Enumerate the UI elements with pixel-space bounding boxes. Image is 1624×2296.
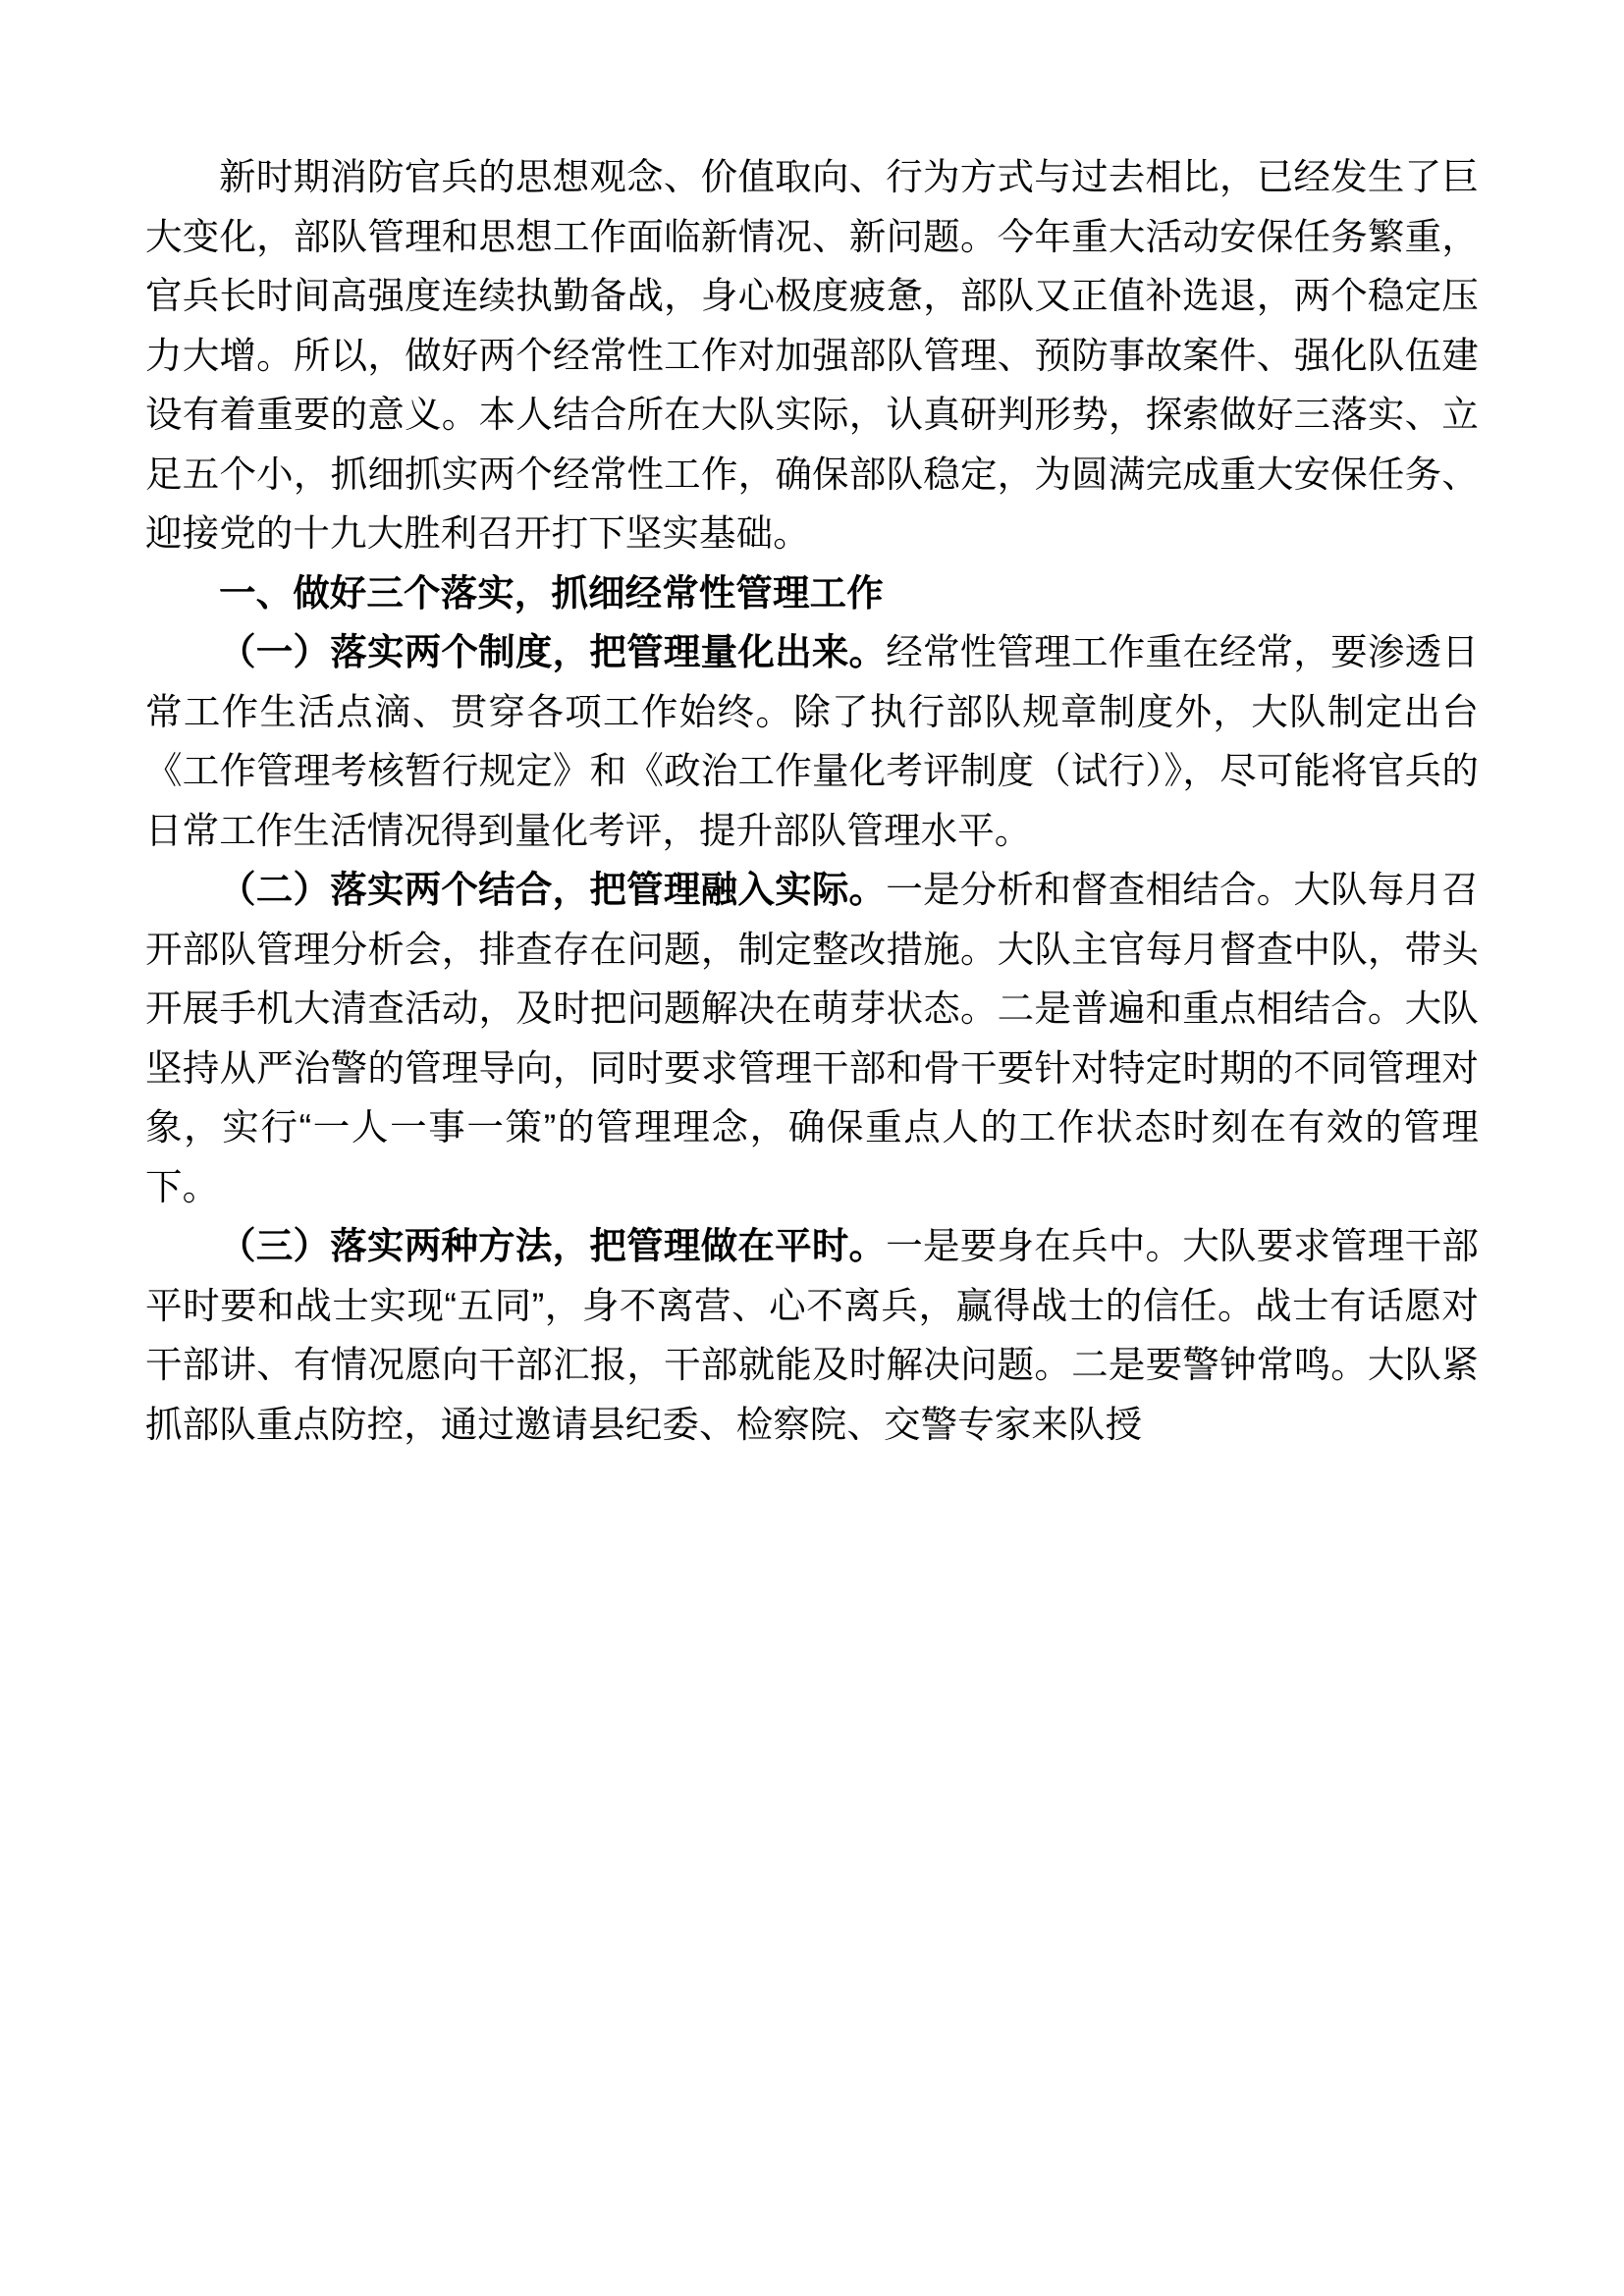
subsection-3	[145, 1216, 1479, 1454]
subsection-1-body: 经常性管理工作重在经常，要渗透日常工作生活点滴、贯穿各项工作始终。除了执行部队规章制度外，大队制定出台《工作管理考核暂行规定》和《政治工作量化考评制度（试行）》，尽可能将官兵的日常工作生活情况得到量化考评，提升部队管理水平。	[145, 631, 1479, 851]
subsection-2-body: 一是分析和督查相结合。大队每月召开部队管理分析会，排查存在问题，制定整改措施。大队主官每月督查中队，带头开展手机大清查活动，及时把问题解决在萌芽状态。二是普遍和重点相结合。大队坚持从严治警的管理导向，同时要求管理干部和骨干要针对特定时期的不同管理对象，实行“一人一事一策”的管理理念，确保重点人的工作状态时刻在有效的管理下。	[145, 869, 1479, 1207]
intro-paragraph: 新时期消防官兵的思想观念、价值取向、行为方式与过去相比，已经发生了巨大变化，部队管理和思想工作面临新情况、新问题。今年重大活动安保任务繁重，官兵长时间高强度连续执勤备战，身心极度疲惫，部队又正值补选退，两个稳定压力大增。所以，做好两个经常性工作对加强部队管理、预防事故案件、强化队伍建设有着重要的意义。本人结合所在大队实际，认真研判形势，探索做好三落实、立足五个小，抓细抓实两个经常性工作，确保部队稳定，为圆满完成重大安保任务、迎接党的十九大胜利召开打下坚实基础。	[145, 156, 1479, 554]
subsection-1	[145, 622, 1479, 860]
subsection-2	[145, 860, 1479, 1216]
subsection-3-lead: （三）落实两种方法，把管理做在平时。	[219, 1225, 887, 1266]
subsection-3-body: 一是要身在兵中。大队要求管理干部平时要和战士实现“五同”，身不离营、心不离兵，赢得战士的信任。战士有话愿对干部讲、有情况愿向干部汇报，干部就能及时解决问题。二是要警钟常鸣。大队紧抓部队重点防控，通过邀请县纪委、检察院、交警专家来队授	[145, 1225, 1479, 1445]
document-body	[145, 147, 1479, 1454]
subsection-2-lead: （二）落实两个结合，把管理融入实际。	[219, 869, 887, 910]
subsection-1-lead: （一）落实两个制度，把管理量化出来。	[219, 631, 887, 672]
section-heading-1: 一、做好三个落实，抓细经常性管理工作	[219, 571, 884, 614]
